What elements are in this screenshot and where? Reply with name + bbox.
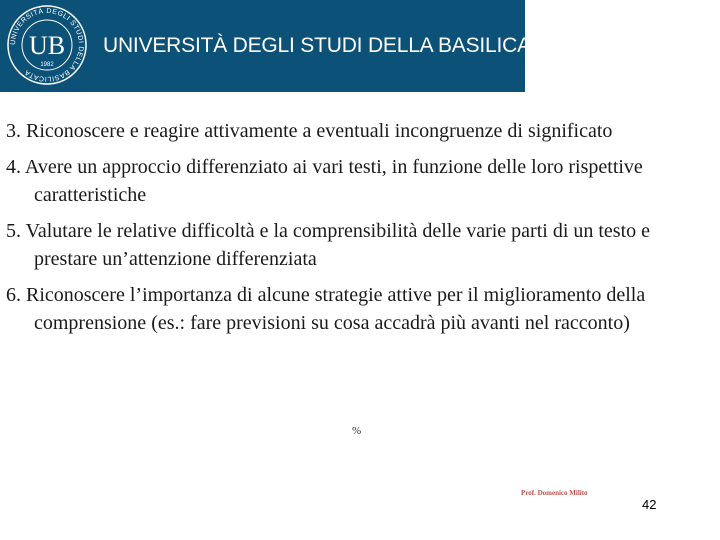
list-item: 5. Valutare le relative difficoltà e la comprensibilità delle varie parti di un testo e prestare un’attenzione differenziata: [6, 220, 651, 270]
svg-text:UB: UB: [28, 31, 66, 60]
author-credit: Prof. Domenico Milito: [521, 489, 588, 497]
list-item: 6. Riconoscere l’importanza di alcune strategie attive per il miglioramento della comprensione (es.: fare previsioni su cosa accadrà più avanti nel racconto): [6, 284, 646, 334]
university-header-banner: [0, 0, 555, 92]
list-item: 4. Avere un approccio differenziato ai vari testi, in funzione delle loro rispettive caratteristiche: [6, 156, 643, 206]
list-item: 3. Riconoscere e reagire attivamente a eventuali incongruenze di significato: [6, 120, 613, 142]
university-seal-icon: [6, 4, 88, 86]
svg-text:1982: 1982: [40, 62, 54, 68]
objectives-list: [6, 117, 706, 345]
university-name: UNIVERSITÀ DEGLI STUDI DELLA BASILICATA: [103, 34, 555, 57]
svg-text:UNIVERSITÀ DEGLI STUDI DELLA B: UNIVERSITÀ DEGLI STUDI DELLA BASILICATA: [9, 7, 85, 83]
page-number: 42: [642, 497, 657, 512]
percent-symbol: %: [352, 425, 362, 437]
